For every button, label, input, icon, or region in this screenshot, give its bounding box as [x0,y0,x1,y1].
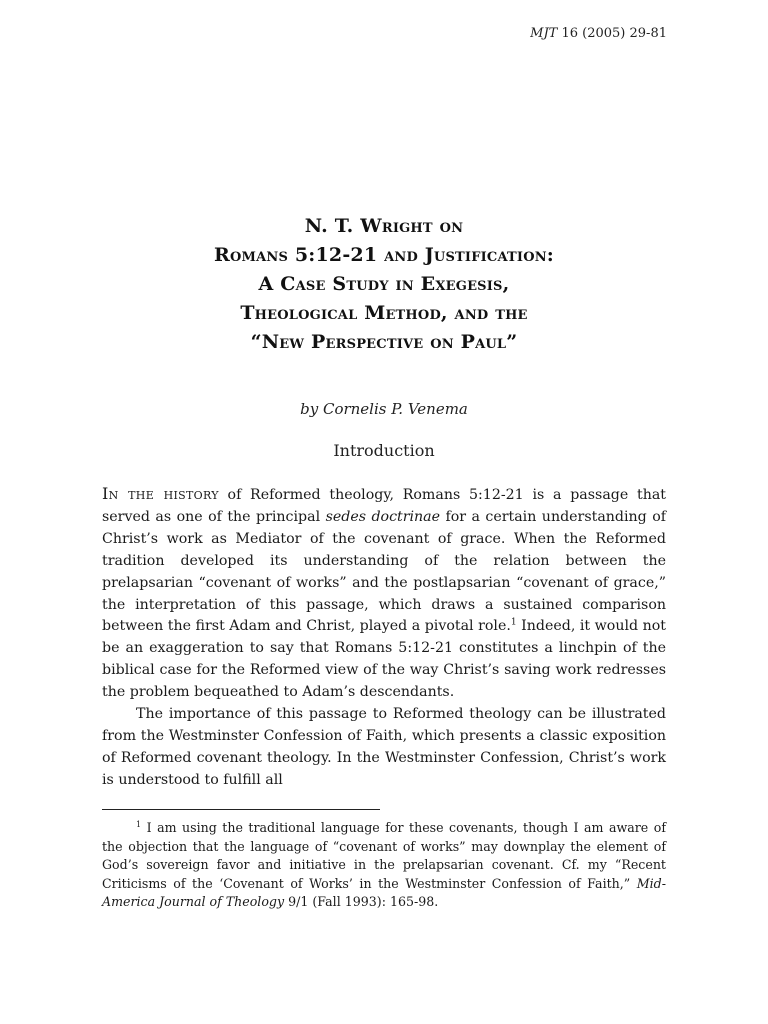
footnote-number: 1 [136,819,142,829]
title-line-2: Romans 5:12-21 and Justification: [213,244,555,266]
title-line-3: A Case Study in Exegesis, [258,273,510,295]
journal-citation: 16 (2005) 29-81 [557,26,667,41]
paragraph-1 [102,483,666,704]
journal-abbreviation: MJT [530,26,558,41]
title-line-5: “New Perspective on Paul” [250,331,518,353]
footnote [102,819,666,912]
author-byline: by Cornelis P. Venema [300,400,468,418]
footnote-reference[interactable]: 1 [510,617,517,628]
footnote-text-a: I am using the traditional language for these covenants, though I am aware of the objection that the language of “covenant of works” may downplay the element of God’s sovereign favor and initiative in the prelapsarian covenant. Cf. my “Recent Criticisms of the ‘Covenant of Works’ in the Westminster Confession of Faith,” [102,820,666,891]
footnote-1 [102,819,666,912]
paragraph-1-text-c: Indeed, it would not be an exaggeration to say that Romans 5:12-21 constitutes a linchpin of the biblical case for the Reformed view of the way Christ’s saving work redresses the problem bequeathed to Adam’s descendants. [102,618,666,701]
title-line-4: Theological Method, and the [240,302,528,324]
running-head [530,26,667,41]
paragraph-1-text-b: for a certain understanding of Christ’s work as Mediator of the covenant of grace. When the Reformed tradition developed its understanding of the relation between the prelapsarian “covenant of works” and the postlapsarian “covenant of grace,” the interpretation of this passage, which draws a sustained comparison between the first Adam and Christ, played a pivotal role. [102,508,666,635]
paragraph-2: The importance of this passage to Reformed theology can be illustrated from the Westminster Confession of Faith, which presents a classic exposition of Reformed covenant theology. In the Westminster Confession, Christ’s work is understood to fulfill all [102,706,666,788]
footnote-divider [102,809,380,810]
title-line-1: N. T. Wright on [304,215,464,237]
article-title [0,212,768,357]
section-heading: Introduction [333,441,435,460]
footnote-italic: Mid-America Journal of Theology [102,875,666,910]
paragraph-1-text-a: of Reformed theology, Romans 5:12-21 is a passage that served as one of the principal [102,487,666,525]
footnote-text-b: 9/1 (Fall 1993): 165-98. [284,894,439,910]
paragraph-1-italic: sedes doctrinae [325,508,441,525]
paragraph-lead: In the history [102,484,219,503]
body-text [102,483,666,792]
